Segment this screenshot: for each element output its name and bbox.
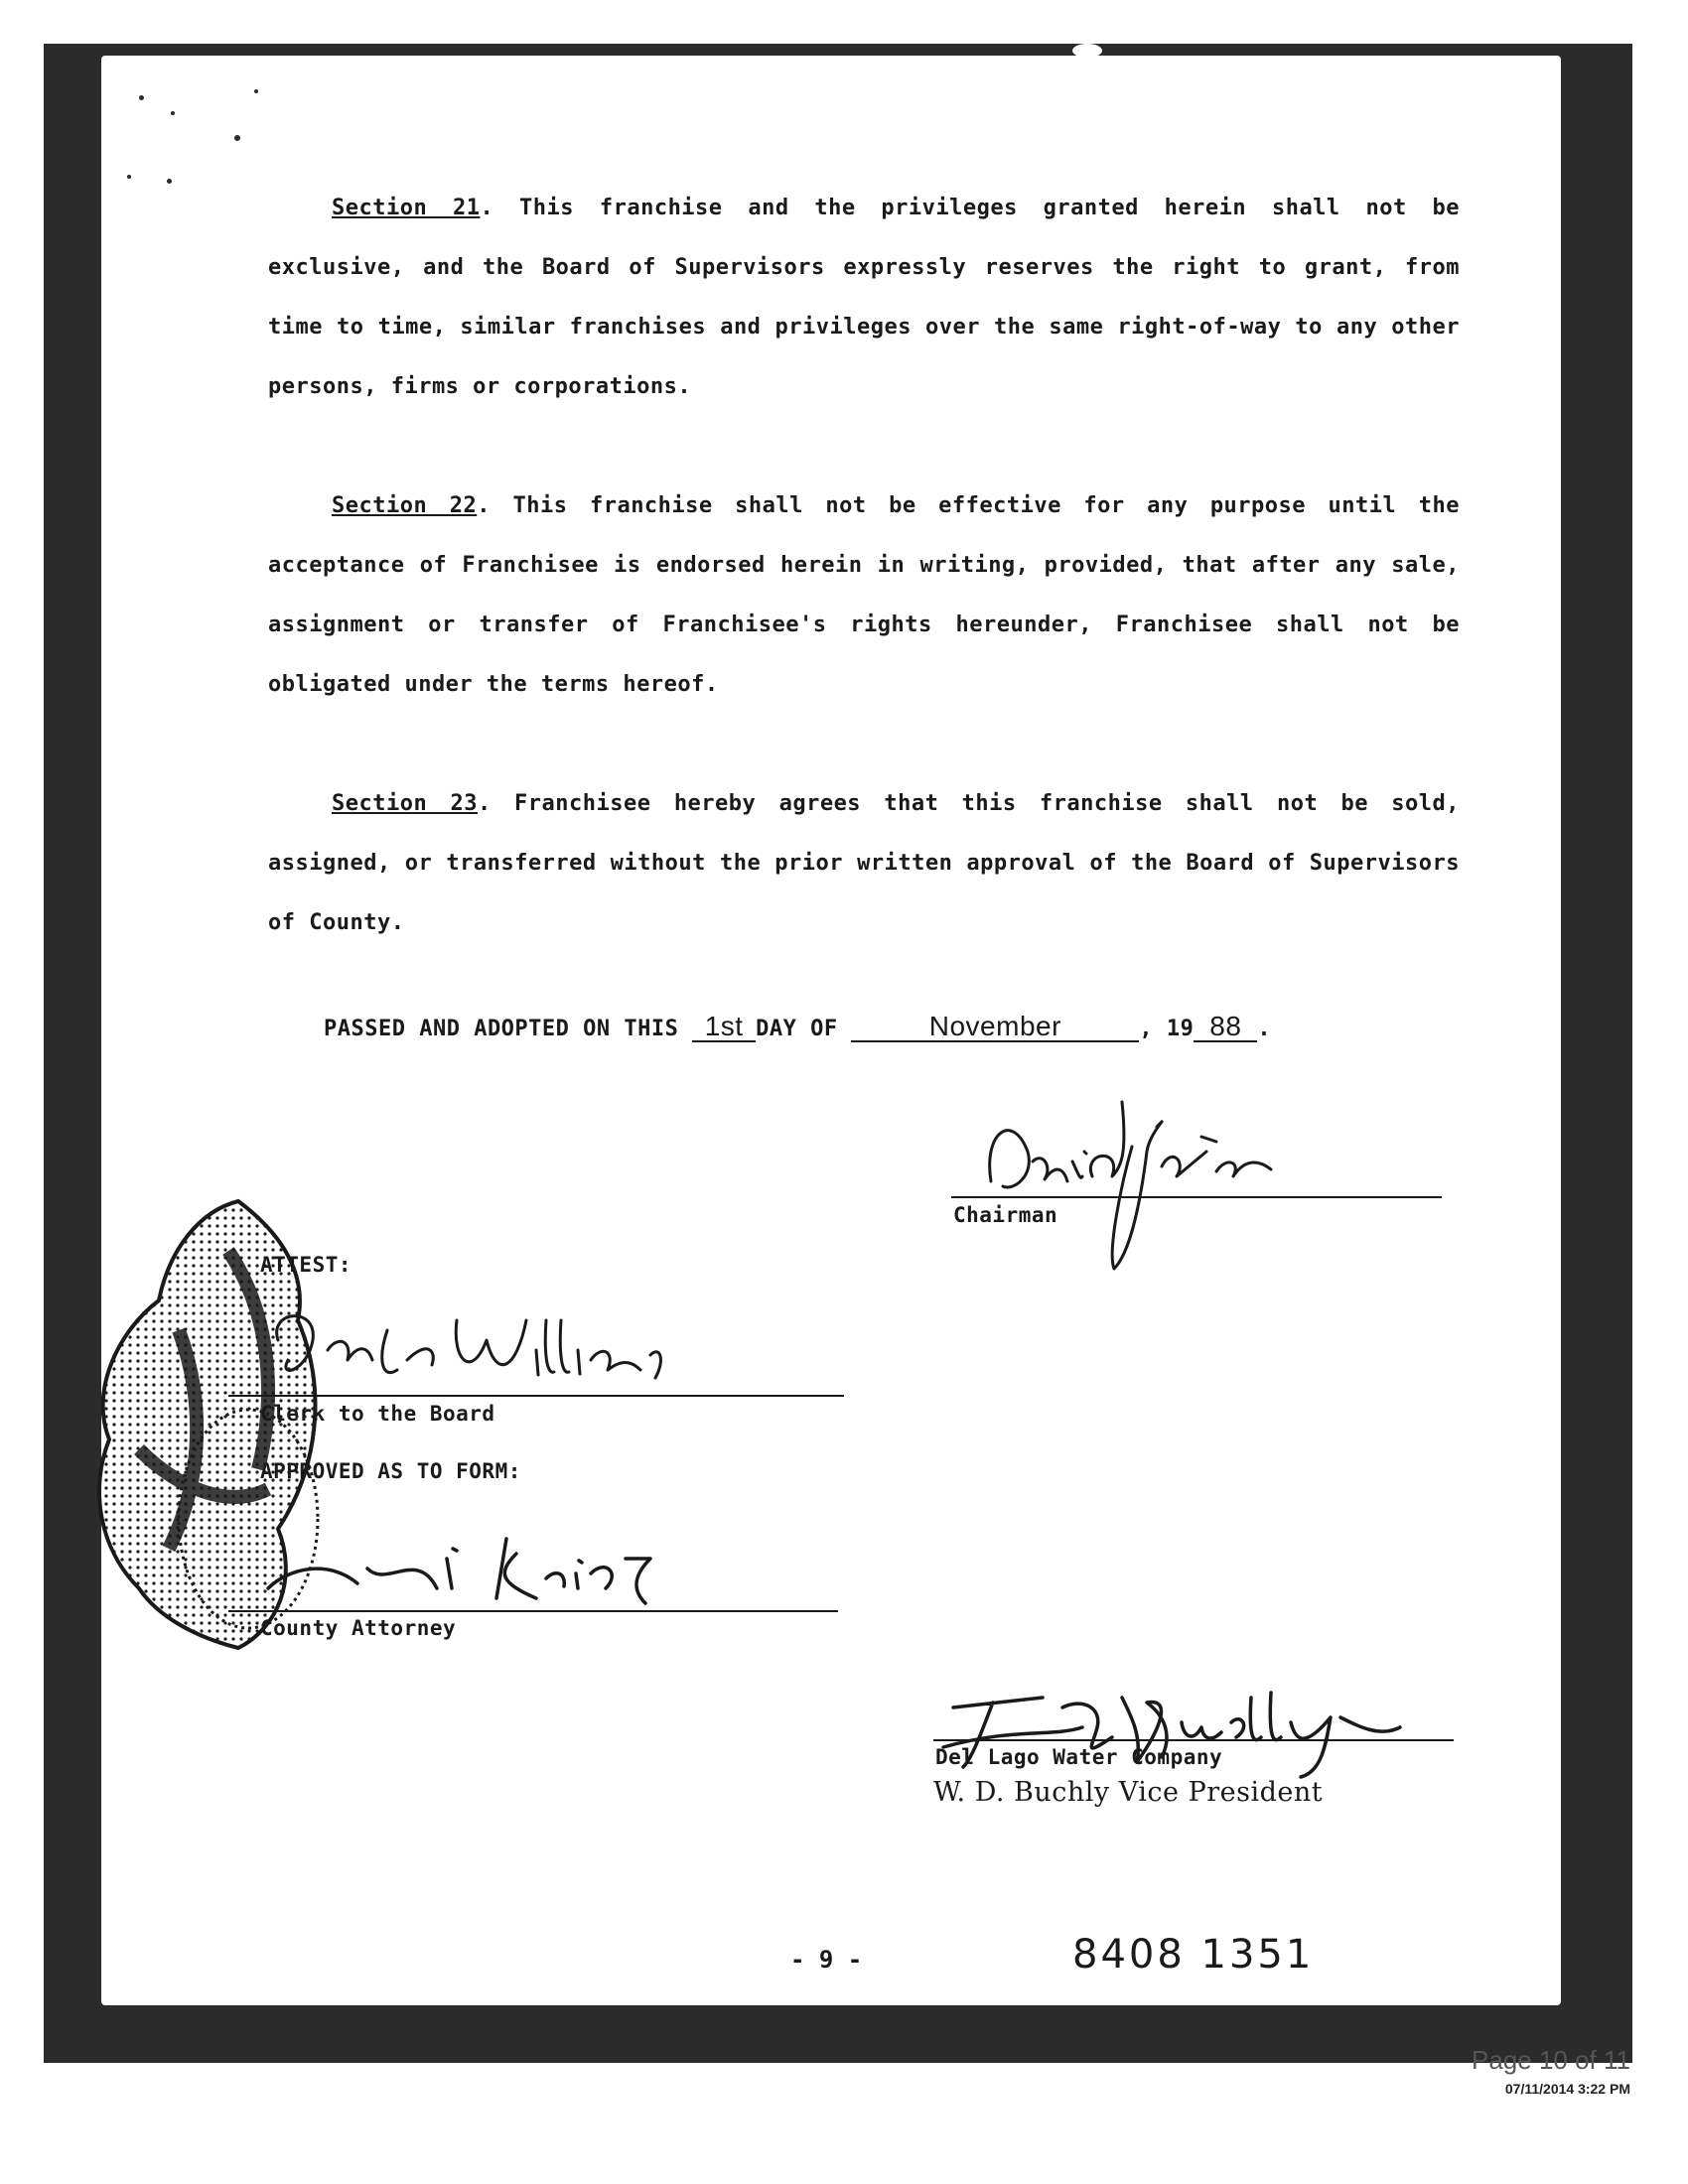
company-signature-line [933, 1739, 1454, 1741]
document-number: 8408 1351 [1072, 1932, 1315, 1978]
clerk-signature-line [228, 1395, 844, 1397]
section-23-heading: Section 23 [332, 791, 479, 816]
adoption-month: November [851, 1013, 1139, 1042]
section-22-text: . This franchise shall not be effective for any purpose until the acceptance of Franchisee is endorsed herein in writing, provided, that after any sale, assignment or transfer of Franchisee's rights hereunder, Franchisee shall not be obligated under the terms hereof. [268, 493, 1461, 697]
section-21-heading: Section 21 [332, 196, 481, 220]
scan-speck [167, 179, 172, 184]
clerk-label: Clerk to the Board [260, 1402, 495, 1426]
attorney-signature-line [228, 1610, 838, 1612]
company-signer: W. D. Buchly Vice President [933, 1777, 1324, 1808]
adoption-line [324, 1013, 1271, 1042]
footer-page-count: Page 10 of 11 [1472, 2045, 1630, 2075]
scan-speck [1609, 913, 1615, 919]
adoption-day-of: DAY OF [756, 1017, 838, 1041]
adoption-year: 88 [1194, 1013, 1257, 1042]
adoption-prefix: PASSED AND ADOPTED ON THIS [324, 1017, 679, 1041]
scan-speck [127, 175, 131, 179]
scan-speck [234, 135, 240, 141]
adoption-day: 1st [692, 1013, 756, 1042]
attorney-label: County Attorney [260, 1616, 457, 1640]
chairman-label: Chairman [953, 1203, 1058, 1227]
section-22 [268, 477, 1460, 715]
attorney-signature [248, 1529, 685, 1618]
page-number: - 9 - [790, 1946, 863, 1974]
company-signature [933, 1668, 1410, 1787]
section-21-text: . This franchise and the privileges granted herein shall not be exclusive, and the Board of Supervisors expressly reserves the right to grant, from time to time, similar franchises and privileges over the same right-of-way to any other persons, firms or corporations. [268, 196, 1460, 399]
section-22-heading: Section 22 [332, 493, 478, 518]
section-23-text: . Franchisee hereby agrees that this franchise shall not be sold, assigned, or transferred without the prior written approval of the Board of Supervisors of County. [268, 791, 1461, 935]
approved-as-to-form-label: APPROVED AS TO FORM: [260, 1459, 521, 1483]
chairman-signature-line [951, 1196, 1442, 1198]
scan-speck [254, 89, 258, 93]
chairman-signature [973, 1092, 1301, 1291]
attest-label: ATTEST: [260, 1253, 352, 1277]
scan-speck [139, 95, 144, 100]
scan-speck [1618, 1588, 1626, 1596]
section-23 [268, 774, 1460, 953]
company-label: Del Lago Water Company [935, 1745, 1223, 1769]
section-21 [268, 179, 1460, 417]
scan-speck [1072, 44, 1102, 58]
scan-speck [171, 111, 175, 115]
adoption-year-prefix: , 19 [1139, 1017, 1195, 1041]
adoption-end: . [1257, 1017, 1272, 1041]
clerk-signature [258, 1300, 675, 1410]
footer-timestamp: 07/11/2014 3:22 PM [1504, 2081, 1630, 2097]
